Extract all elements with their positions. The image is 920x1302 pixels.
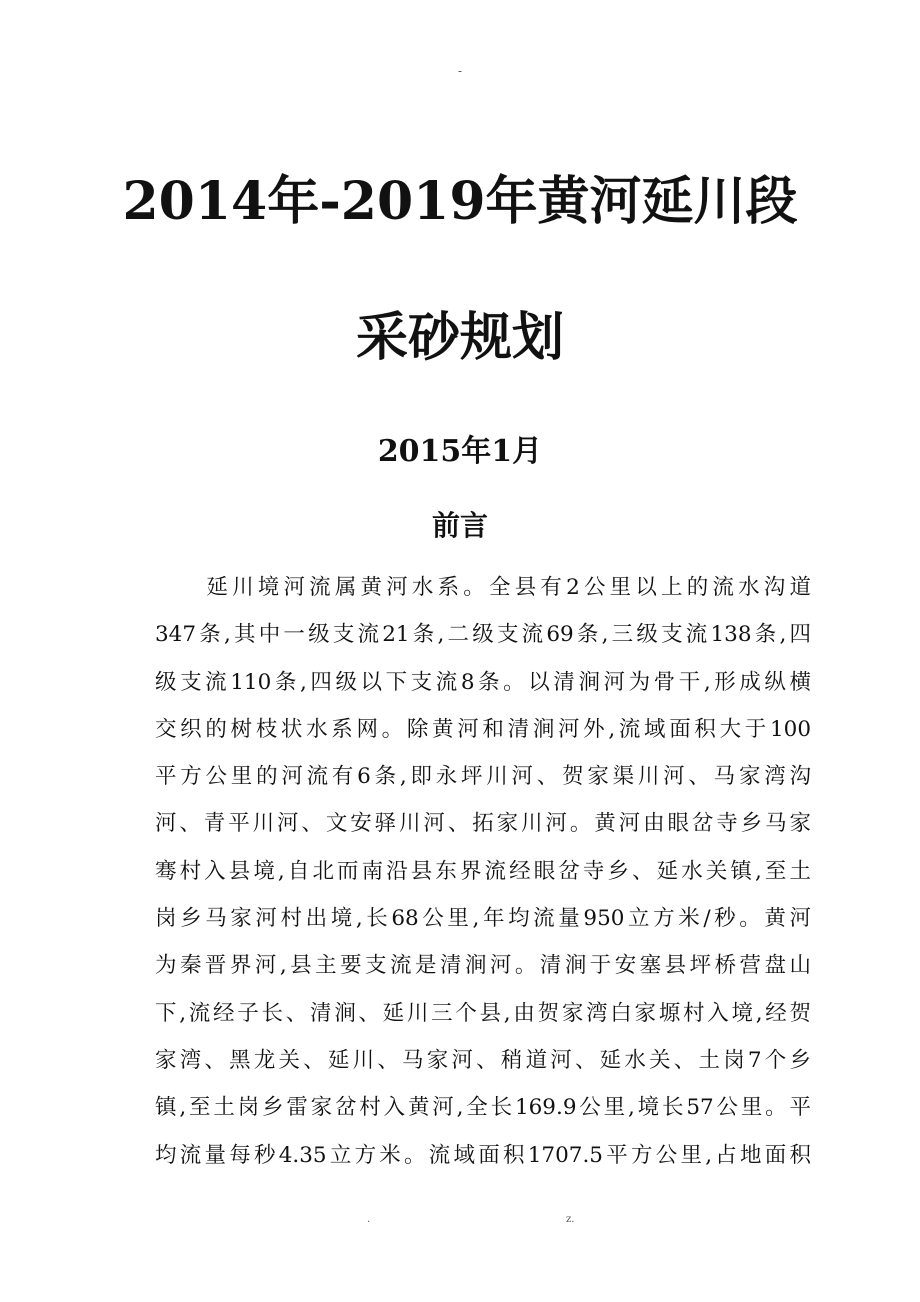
body-line: 家湾、黑龙关、延川、马家河、稍道河、延水关、土岗7个乡 [155, 1047, 811, 1073]
document-date: 2015年1月 [377, 434, 543, 469]
body-line: 延川境河流属黄河水系。全县有2公里以上的流水沟道 [155, 575, 811, 600]
page-footer [0, 1212, 920, 1228]
body-line: 岗乡马家河村出境,长68公里,年均流量950立方米/秒。黄河 [155, 906, 811, 932]
body-line: 均流量每秒4.35立方米。流域面积1707.5平方公里,占地面积 [155, 1142, 811, 1168]
body-line: 级支流110条,四级以下支流8条。以清涧河为骨干,形成纵横 [155, 669, 811, 695]
body-line: 骞村入县境,自北而南沿县东界流经眼岔寺乡、延水关镇,至土 [155, 858, 811, 884]
preface-body [155, 564, 811, 1179]
body-line: 下,流经子长、清涧、延川三个县,由贺家湾白家塬村入境,经贺 [155, 1000, 811, 1026]
header-mark: - [457, 64, 463, 78]
document-title-line-1: 2014年-2019年黄河延川段 [122, 171, 798, 232]
preface-heading: 前言 [431, 509, 488, 542]
footer-left-mark: . [367, 1214, 371, 1225]
body-line: 交织的树枝状水系网。除黄河和清涧河外,流域面积大于100 [155, 716, 811, 742]
body-line: 镇,至土岗乡雷家岔村入黄河,全长169.9公里,境长57公里。平 [155, 1095, 811, 1121]
document-title-line-2: 采砂规划 [355, 307, 564, 368]
body-line: 平方公里的河流有6条,即永坪川河、贺家渠川河、马家湾沟 [155, 764, 811, 790]
body-line: 河、青平川河、文安驿川河、拓家川河。黄河由眼岔寺乡马家 [155, 811, 811, 837]
footer-right-mark: z. [566, 1214, 575, 1225]
body-line: 347条,其中一级支流21条,二级支流69条,三级支流138条,四 [155, 622, 811, 648]
body-line: 为秦晋界河,县主要支流是清涧河。清涧于安塞县坪桥营盘山 [155, 953, 811, 979]
